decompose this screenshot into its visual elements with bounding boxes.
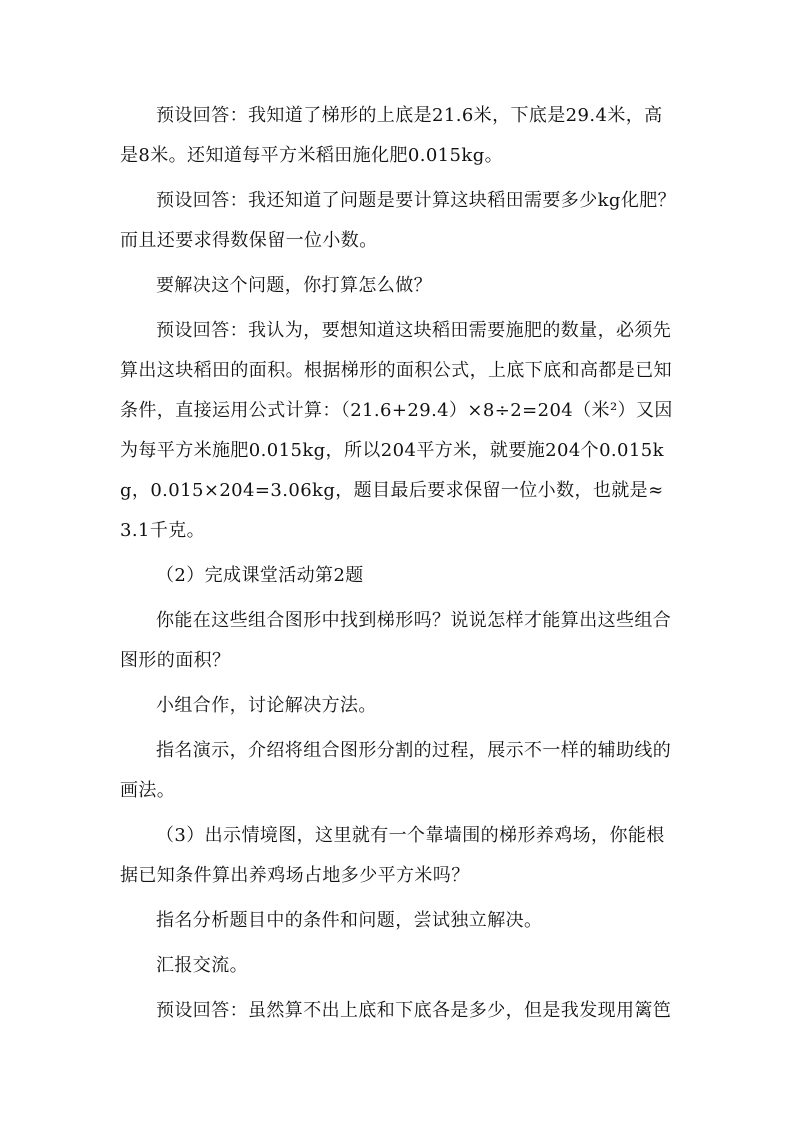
paragraph-answer-solution: 预设回答：我认为，要想知道这块稻田需要施肥的数量，必须先算出这块稻田的面积。根据梯形的面积公式，上底下底和高都是已知条件，直接运用公式计算：（21.6+29.4）×8÷2=204（米²）又因为每平方米施肥0.015kg，所以204平方米，就要施204个0.015kg，0.015×204=3.06kg，题目最后要求保留一位小数，也就是≈3.1千克。 — [120, 320, 673, 541]
paragraph-scenario-3: （3）出示情境图，这里就有一个靠墙围的梯形养鸡场，你能根据已知条件算出养鸡场占地多少平方米吗？ — [120, 825, 665, 886]
paragraph-analysis: 指名分析题目中的条件和问题，尝试独立解决。 — [156, 910, 543, 931]
paragraph-answer-given-dimensions: 预设回答：我知道了梯形的上底是21.6米，下底是29.4米，高是8米。还知道每平方米稻田施化肥0.015kg。 — [120, 105, 663, 166]
paragraph-composite-figure-question: 你能在这些组合图形中找到梯形吗？说说怎样才能算出这些组合图形的面积？ — [120, 610, 672, 671]
paragraph-teacher-question: 要解决这个问题，你打算怎么做？ — [156, 275, 432, 296]
paragraph-demonstration: 指名演示，介绍将组合图形分割的过程，展示不一样的辅助线的画法。 — [120, 740, 672, 801]
paragraph-report: 汇报交流。 — [156, 955, 248, 976]
paragraph-group-work: 小组合作，讨论解决方法。 — [156, 695, 377, 716]
document-body — [120, 96, 678, 1036]
paragraph-answer-question-goal: 预设回答：我还知道了问题是要计算这块稻田需要多少kg化肥？而且还要求得数保留一位小数。 — [120, 190, 677, 251]
paragraph-answer-fence: 预设回答：虽然算不出上底和下底各是多少，但是我发现用篱笆 — [156, 1000, 672, 1021]
paragraph-activity-2: （2）完成课堂活动第2题 — [156, 565, 364, 586]
